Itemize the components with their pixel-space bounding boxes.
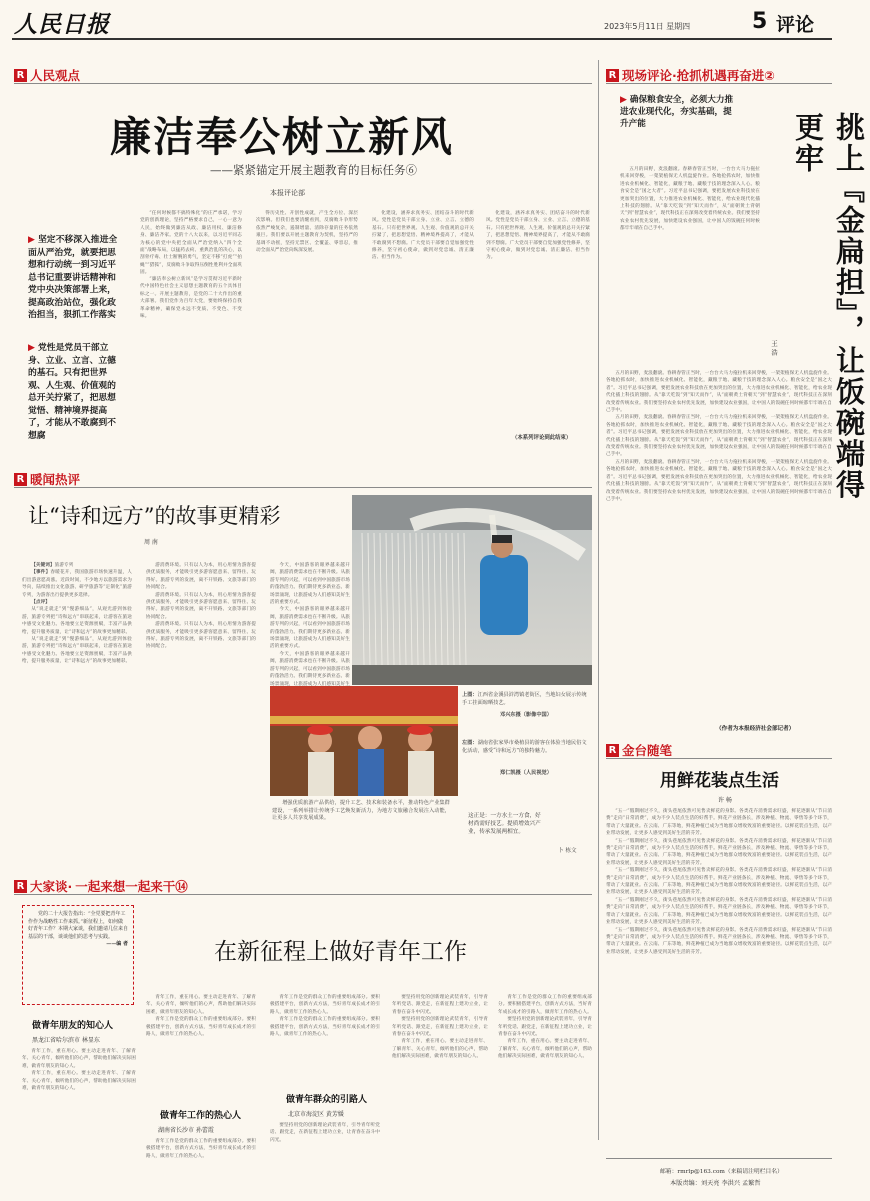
lead-title: 廉洁奉公树立新风 (110, 113, 454, 161)
lead-column-2: “廉洁奉公树立新风”是学习贯彻习近平新时代中国特色社会主义思想主题教育的五个具体目标之一。开展主题教育，是党的二十大作出的重大部署。我们党作为百年大党，要始终保持自我革命精神，确保党永远不变质、不变色、不变味。 (140, 276, 242, 442)
field-review-body-2: 五月的田野，麦浪翻滚。春耕春管正当时，一台台大马力拖拉机来回穿梭，一架架植保无人机盘旋作业。各地抢抓农时，加快推进农业机械化、智能化，藏粮于地、藏粮于技的理念深入人心。粮食安全是“国之大者”。习近平总书记强调，要把发展农业科技放在更加突出的位置，大力推进农业机械化、智能化，给农业现代化插上科技的翅膀。从“靠天吃饭”到“知天而作”，从“面朝黄土背朝天”到“智慧农业”，现代科技正在深刻改变着传统农业。我们要坚持农业农村优先发展，加快建设农业强国，让中国人的饭碗任何时候都牢牢端在自己手中。 五月的田野，麦浪翻滚。春耕春管正当时，一台台大马力拖拉机来回穿梭，一架架植保无人机盘旋作业。各地抢抓农时，加快推进农业机械化、智能化，藏粮于地、藏粮于技的理念深入人心。粮食安全是“国之大者”。习近平总书记强调，要把发展农业科技放在更加突出的位置，大力推进农业机械化、智能化，给农业现代化插上科技的翅膀。从“靠天吃饭”到“知天而作”，从“面朝黄土背朝天”到“智慧农业”，现代科技正在深刻改变着传统农业。我们要坚持农业农村优先发展，加快建设农业强国，让中国人的饭碗任何时候都牢牢端在自己手中。 五月的田野，麦浪翻滚。春耕春管正当时，一台台大马力拖拉机来回穿梭，一架架植保无人机盘旋作业。各地抢抓农时，加快推进农业机械化、智能化，藏粮于地、藏粮于技的理念深入人心。粮食安全是“国之大者”。习近平总书记强调，要把发展农业科技放在更加突出的位置，大力推进农业机械化、智能化，给农业现代化插上科技的翅膀。从“靠天吃饭”到“知天而作”，从“面朝黄土背朝天”到“智慧农业”，现代科技正在深刻改变着传统农业。我们要坚持农业农村优先发展，加快建设农业强国，让中国人的饭碗任何时候都牢牢端在自己手中。 (606, 371, 832, 502)
lead-subtitle: ——紧紧锚定开展主题教育的目标任务⑥ (210, 163, 417, 177)
discussion-title: 在新征程上做好青年工作 (214, 939, 467, 965)
folk-activity-illustration (270, 686, 458, 796)
triangle-icon: ▶ (620, 95, 627, 105)
photo-caption-top: 上图：江西省金溪县浒湾镇老街区，当地妇女展示传统手工挂面晾晒技艺。 (462, 692, 587, 706)
section-header-warm-topic: R 暖闻热评 (14, 470, 80, 488)
lead-column-3: 得历史性、开创性成就，产生全方位、深层次影响。但我们也要清醒看到，反腐败斗争形势依然严峻复杂，遏制增量、清除存量的任务依然艰巨。我们要以开展主题教育为契机，坚持严的基调不动摇，坚持无禁区、全覆盖、零容忍，推动全面从严治党向纵深发展。 (256, 211, 358, 254)
warm-topic-photo-note: 增强优质旅游产品供给，提升工艺、技术和装备水平，推动特色产业集群建设，一系列举措让传统手工艺焕发新活力，为地方文旅融合发展注入动能，让更多人共享发展成果。 (272, 800, 450, 822)
r-badge-icon: R (14, 69, 27, 82)
warm-topic-title: 让“诗和远方”的故事更精彩 (28, 504, 281, 528)
essay-top-rule (606, 758, 832, 759)
photo-credit-top: 邓兴东摄（影像中国） (500, 712, 552, 718)
article-1-body: 青年工作，重在用心。要主动走进青年、了解青年、关心青年，倾听他们的心声，帮助他们解决实际困难，做青年朋友的知心人。 青年工作，重在用心。要主动走进青年、了解青年、关心青年，倾听他们的心声，帮助他们解决实际困难，做青年朋友的知心人。 (22, 1049, 136, 1092)
discussion-editor-note: 党的二十大报告指出：“全党要把青年工作作为战略性工作来抓。”新征程上，如何做好青年工作？本期大家谈，我们邀请几位来自基层的干部，谈谈他们的思考与实践。 ——编 者 (22, 905, 134, 1005)
r-badge-icon: R (606, 744, 619, 757)
lead-column-1: “任何时候都不搞特殊化”的庄严承诺，学习党的创新理论，坚持严格要求自己，一心一意为人民，始终做到廉洁从政、廉洁用权、廉洁修身、廉洁齐家。党的十八大以来，以习近平同志为核心的党中央把全面从严治党纳入“四个全面”战略布局，以猛药去疴、重典治乱的决心，以刮骨疗毒、壮士断腕的勇气，坚定不移“打虎”“拍蝇”“猎狐”，反腐败斗争取得压倒性胜利并全面巩固。 (140, 211, 242, 276)
field-review-author: 王 浩 (770, 340, 778, 356)
page-section: 评论 (776, 14, 815, 36)
photo-folk-activity (270, 686, 458, 796)
lead-top-rule (14, 83, 592, 84)
masthead (14, 6, 832, 36)
noodle-drying-illustration (352, 495, 592, 685)
essay-title: 用鲜花装点生活 (660, 771, 779, 791)
r-badge-icon: R (606, 69, 619, 82)
warm-topic-author: 周 南 (144, 539, 158, 546)
newspaper-logo: 人民日报 (14, 11, 110, 38)
field-review-top-rule (606, 83, 832, 84)
photo-credit-left: 郑仁凯摄（人民视觉） (500, 770, 552, 776)
photo-noodle-drying (352, 495, 592, 685)
main-vertical-divider (598, 60, 599, 1140)
article-3-author: 北京市海淀区 黄芳媛 (288, 1111, 344, 1118)
r-badge-icon: R (14, 473, 27, 486)
lead-column-4: 化建设，涵养求真务实、团结奋斗的时代新风。党性是党员干部立身、立业、立言、立德的基石。只有把世界观、人生观、价值观的总开关拧紧了，把思想觉悟、精神境界提高了，才能从不敢腐到不想腐。广大党员干部要自觉加强党性修养，坚守初心使命，做到对党忠诚、清正廉洁、担当作为。 (372, 211, 474, 261)
lead-pullquote-2: ▶ 党性是党员干部立身、立业、立言、立德的基石。只有把世界观、人生观、价值观的总开关拧紧了，把思想觉悟、精神境界提高了，才能从不敢腐到不想腐 (28, 343, 116, 441)
masthead-rule (12, 38, 832, 40)
article-2-title: 做青年工作的热心人 (160, 1111, 242, 1121)
issue-date: 2023年5月11日 星期四 (604, 22, 691, 31)
section-header-lead: R 人民观点 (14, 66, 80, 84)
poem: 这正是：一方水土一方食，好材尚需好技艺。提质增效兴产业，传承发展两相宜。 (468, 813, 541, 835)
section-header-field-review: R 现场评论·抢抓机遇再奋进② (606, 66, 775, 84)
triangle-icon: ▶ (28, 235, 35, 245)
essay-author: 许 畅 (718, 797, 732, 804)
warm-topic-top-rule (14, 487, 592, 488)
discussion-top-rule (14, 894, 592, 895)
discussion-column-4: 要坚持用党的创新理论武装青年，引导青年听党话、跟党走，在新征程上建功立业，让青春在奋斗中闪光。 要坚持用党的创新理论武装青年，引导青年听党话、跟党走，在新征程上建功立业，让青春在奋斗中闪光。 青年工作，重在用心。要主动走进青年、了解青年、关心青年，倾听他们的心声，帮助他们解决实际困难，做青年朋友的知心人。 (392, 995, 488, 1060)
lead-column-5: 化建设，涵养求真务实、团结奋斗的时代新风。党性是党员干部立身、立业、立言、立德的基石。只有把世界观、人生观、价值观的总开关拧紧了，把思想觉悟、精神境界提高了，才能从不敢腐到不想腐。广大党员干部要自觉加强党性修养，坚守初心使命，做到对党忠诚、清正廉洁、担当作为。 (486, 211, 590, 261)
article-1-title: 做青年朋友的知心人 (32, 1021, 114, 1031)
triangle-icon: ▶ (28, 343, 35, 353)
r-badge-icon: R (14, 880, 27, 893)
poem-author: 卜 栋文 (558, 848, 577, 854)
discussion-column-3: 青年工作是党的群众工作的重要组成部分。要积极搭建平台，创新方式方法，当好青年成长成才的引路人，做青年工作的热心人。 青年工作是党的群众工作的重要组成部分。要积极搭建平台，创新方式方法，当好青年成长成才的引路人，做青年工作的热心人。 (270, 995, 380, 1038)
footer-rule (606, 1158, 832, 1159)
warm-topic-column-1: 【关键词】旅游专列 【事件】春暖花开，我国旅游市场快速升温，人们出游意愿高涨。近段时间，不少地方以旅游需求为导向，陆续推出文化旅游、研学旅游等“定制化”旅游专列，为游客出行提供更多选择。 【点评】 从“说走就走”到“慢游细品”，从观光游到体验游，旅游专列把“诗和远方”串联起来，让游客在旅途中感受文化魅力。各地要立足资源禀赋，丰富产品供给，提升服务质量，让“诗和远方”的故事更加精彩。 从“说走就走”到“慢游细品”，从观光游到体验游，旅游专列把“诗和远方”串联起来，让游客在旅途中感受文化魅力。各地要立足资源禀赋，丰富产品供给，提升服务质量，让“诗和远方”的故事更加精彩。 (22, 563, 133, 665)
section-header-essay: R 金台随笔 (606, 741, 672, 759)
field-review-byline: （作者为本报经济社会部记者） (716, 726, 795, 732)
lead-end-note: （本系列评论到此结束） (512, 435, 572, 441)
article-2-body: 青年工作是党的群众工作的重要组成部分。要积极搭建平台，创新方式方法，当好青年成长成才的引路人，做青年工作的热心人。 (146, 1139, 256, 1159)
article-1-author: 黑龙江省哈尔滨市 林显东 (32, 1037, 100, 1044)
footer-email: 邮箱：rmrlp@163.com（来稿请注明栏目名） (660, 1169, 783, 1175)
article-2-author: 湖南省长沙市 孙蕾霞 (158, 1127, 214, 1134)
page-number: 5 (752, 9, 768, 34)
warm-topic-column-2: 游消费环境。只有以人为本，用心用情为游客提供优质服务，才能吸引更多游客愿意来、留得住、玩得好。旅游专列的发展，离不开铁路、文旅等部门的协同配合。 游消费环境。只有以人为本，用心用情为游客提供优质服务，才能吸引更多游客愿意来、留得住、玩得好。旅游专列的发展，离不开铁路、文旅等部门的协同配合。 游消费环境。只有以人为本，用心用情为游客提供优质服务，才能吸引更多游客愿意来、留得住、玩得好。旅游专列的发展，离不开铁路、文旅等部门的协同配合。 (146, 563, 256, 650)
lead-pullquote-1: ▶ 坚定不移深入推进全面从严治党，就要把思想和行动统一到习近平总书记重要讲话精神和党中央决策部署上来，提高政治站位，强化政治担当，狠抓工作落实 (28, 235, 118, 320)
warm-topic-column-3: 今天，中国游客的眼界越来越开阔，旅游消费需求也在不断升级。从旅游专列的兴起，可以看到中国旅游市场的蓬勃活力。我们期待更多新业态、新场景涌现，让旅游成为人们感知美好生活的重要方式。 今天，中国游客的眼界越来越开阔，旅游消费需求也在不断升级。从旅游专列的兴起，可以看到中国旅游市场的蓬勃活力。我们期待更多新业态、新场景涌现，让旅游成为人们感知美好生活的重要方式。 今天，中国游客的眼界越来越开阔，旅游消费需求也在不断升级。从旅游专列的兴起，可以看到中国旅游市场的蓬勃活力。我们期待更多新业态、新场景涌现，让旅游成为人们感知美好生 (270, 563, 350, 687)
article-3-body: 要坚持用党的创新理论武装青年，引导青年听党话、跟党走，在新征程上建功立业，让青春在奋斗中闪光。 (270, 1123, 380, 1143)
field-review-title: 挑上『金扁担』，让饭碗端得更牢 (791, 112, 866, 501)
lead-byline: 本报评论部 (270, 189, 305, 197)
discussion-column-5: 青年工作是党的群众工作的重要组成部分。要积极搭建平台，创新方式方法，当好青年成长成才的引路人，做青年工作的热心人。 要坚持用党的创新理论武装青年，引导青年听党话、跟党走，在新征程上建功立业，让青春在奋斗中闪光。 青年工作，重在用心。要主动走进青年、了解青年、关心青年，倾听他们的心声，帮助他们解决实际困难，做青年朋友的知心人。 (498, 995, 592, 1060)
essay-body: “五一”假期刚过不久，街头巷尾依然可见售卖鲜花的身影。各类花卉消费需求旺盛，鲜花逐渐从“节日消费”走向“日常消费”，成为不少人装点生活的好帮手。鲜花产业链条长，涉及种植、物流、零售等多个环节，带动了大量就业。在云南、广东等地，鲜花种植已成为当地群众增收致富的重要途径。以鲜花装点生活，以产业带动发展，让更多人感受到美好生活的芬芳。 “五一”假期刚过不久，街头巷尾依然可见售卖鲜花的身影。各类花卉消费需求旺盛，鲜花逐渐从“节日消费”走向“日常消费”，成为不少人装点生活的好帮手。鲜花产业链条长，涉及种植、物流、零售等多个环节，带动了大量就业。在云南、广东等地，鲜花种植已成为当地群众增收致富的重要途径。以鲜花装点生活，以产业带动发展，让更多人感受到美好生活的芬芳。 “五一”假期刚过不久，街头巷尾依然可见售卖鲜花的身影。各类花卉消费需求旺盛，鲜花逐渐从“节日消费”走向“日常消费”，成为不少人装点生活的好帮手。鲜花产业链条长，涉及种植、物流、零售等多个环节，带动了大量就业。在云南、广东等地，鲜花种植已成为当地群众增收致富的重要途径。以鲜花装点生活，以产业带动发展，让更多人感受到美好生活的芬芳。 “五一”假期刚过不久，街头巷尾依然可见售卖鲜花的身影。各类花卉消费需求旺盛，鲜花逐渐从“节日消费”走向“日常消费”，成为不少人装点生活的好帮手。鲜花产业链条长，涉及种植、物流、零售等多个环节，带动了大量就业。在云南、广东等地，鲜花种植已成为当地群众增收致富的重要途径。以鲜花装点生活，以产业带动发展，让更多人感受到美好生活的芬芳。 “五一”假期刚过不久，街头巷尾依然可见售卖鲜花的身影。各类花卉消费需求旺盛，鲜花逐渐从“节日消费”走向“日常消费”，成为不少人装点生活的好帮手。鲜花产业链条长，涉及种植、物流、零售等多个环节，带动了大量就业。在云南、广东等地，鲜花种植已成为当地群众增收致富的重要途径。以鲜花装点生活，以产业带动发展，让更多人感受到美好生活的芬芳。 (606, 809, 832, 955)
photo-caption-left: 左图：湖南省张家界市桑植县的游客在体验当地民俗文化活动，感受“诗和远方”的独特魅力。 (462, 740, 587, 754)
section-header-discussion: R 大家谈· 一起来想一起来干⑭ (14, 877, 188, 895)
discussion-column-2: 青年工作，重在用心。要主动走进青年、了解青年、关心青年，倾听他们的心声，帮助他们解决实际困难，做青年朋友的知心人。 青年工作是党的群众工作的重要组成部分。要积极搭建平台，创新方式方法，当好青年成长成才的引路人，做青年工作的热心人。 (146, 995, 256, 1038)
article-3-title: 做青年群众的引路人 (286, 1095, 368, 1105)
field-review-body-1: 五月的田野，麦浪翻滚。春耕春管正当时，一台台大马力拖拉机来回穿梭，一架架植保无人机盘旋作业。各地抢抓农时，加快推进农业机械化、智能化，藏粮于地、藏粮于技的理念深入人心。粮食安全是“国之大者”。习近平总书记强调，要把发展农业科技放在更加突出的位置，大力推进农业机械化、智能化，给农业现代化插上科技的翅膀。从“靠天吃饭”到“知天而作”，从“面朝黄土背朝天”到“智慧农业”，现代科技正在深刻改变着传统农业。我们要坚持农业农村优先发展，加快建设农业强国，让中国人的饭碗任何时候都牢牢端在自己手中。 (620, 167, 760, 232)
footer-editors: 本版责编：刘天亮 李洪兴 孟繁哲 (670, 1180, 761, 1187)
field-review-pullquote: ▶ 确保粮食安全，必须大力推进农业现代化，夯实基础，提升产能 (620, 95, 734, 129)
